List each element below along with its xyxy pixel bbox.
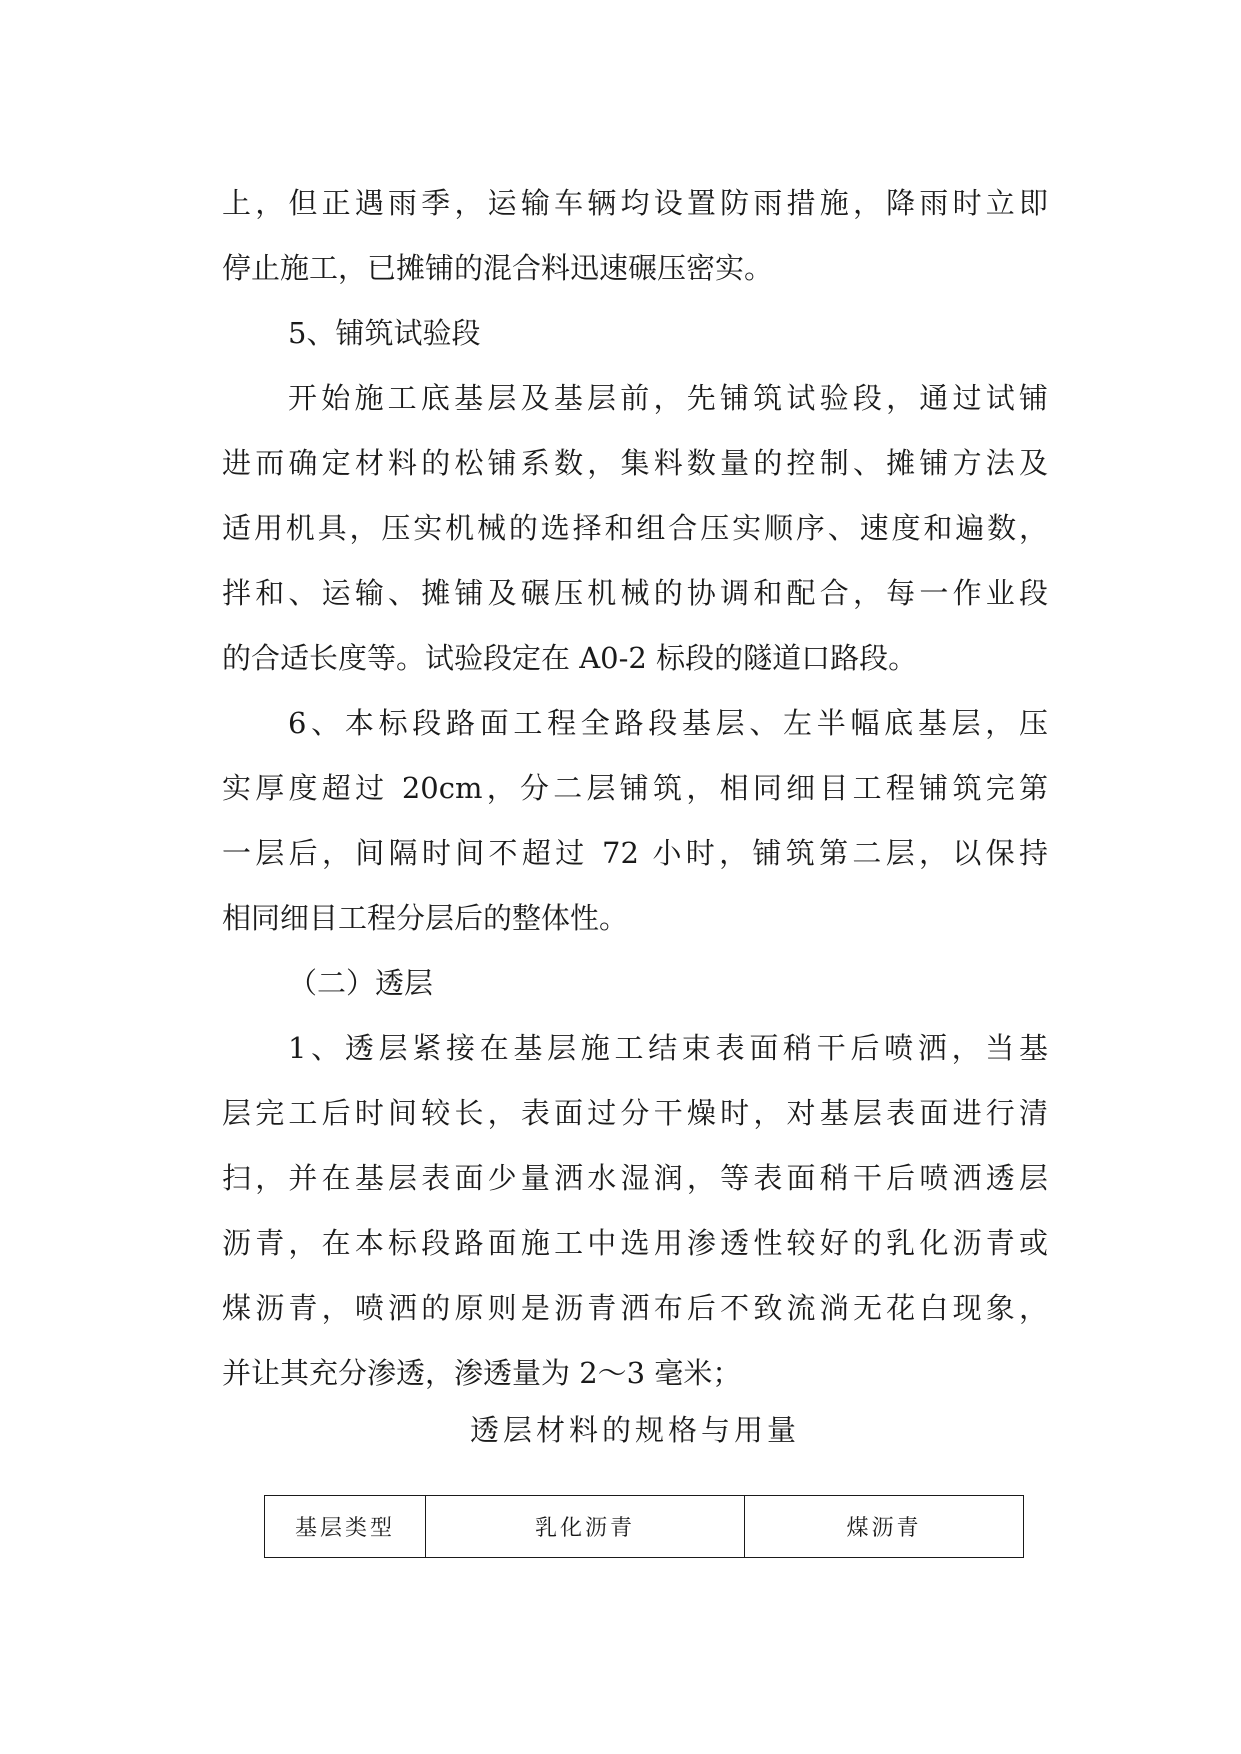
paragraph-line: 1、透层紧接在基层施工结束表面稍干后喷洒，当基 — [288, 1031, 1048, 1065]
spec-table — [264, 1495, 1024, 1558]
paragraph-line: 适用机具，压实机械的选择和组合压实顺序、速度和遍数， — [222, 511, 1048, 545]
paragraph-line: 实厚度超过 20cm，分二层铺筑，相同细目工程铺筑完第 — [222, 771, 1048, 805]
paragraph-line: 6、本标段路面工程全路段基层、左半幅底基层，压 — [288, 706, 1048, 740]
paragraph-line: 开始施工底基层及基层前，先铺筑试验段，通过试铺 — [288, 381, 1048, 415]
paragraph-line: 扫，并在基层表面少量洒水湿润，等表面稍干后喷洒透层 — [222, 1161, 1048, 1195]
section-heading: 5、铺筑试验段 — [288, 316, 481, 350]
paragraph-line: 并让其充分渗透，渗透量为 2～3 毫米； — [222, 1356, 742, 1390]
paragraph-line: 沥青，在本标段路面施工中选用渗透性较好的乳化沥青或 — [222, 1226, 1048, 1260]
section-heading: （二）透层 — [288, 966, 434, 1000]
paragraph-line: 进而确定材料的松铺系数，集料数量的控制、摊铺方法及 — [222, 446, 1048, 480]
paragraph-line: 相同细目工程分层后的整体性。 — [222, 901, 629, 935]
paragraph-line: 煤沥青，喷洒的原则是沥青洒布后不致流淌无花白现象， — [222, 1291, 1048, 1325]
paragraph-line: 停止施工，已摊铺的混合料迅速碾压密实。 — [222, 251, 774, 285]
table-header-cell: 煤沥青 — [745, 1496, 1024, 1558]
table-header-cell: 基层类型 — [265, 1496, 426, 1558]
table-header-row — [265, 1496, 1024, 1558]
paragraph-line: 的合适长度等。试验段定在 A0-2 标段的隧道口路段。 — [222, 641, 918, 675]
paragraph-line: 拌和、运输、摊铺及碾压机械的协调和配合，每一作业段 — [222, 576, 1048, 610]
table-caption: 透层材料的规格与用量 — [469, 1413, 800, 1447]
paragraph-line: 层完工后时间较长，表面过分干燥时，对基层表面进行清 — [222, 1096, 1048, 1130]
paragraph-line: 一层后，间隔时间不超过 72 小时，铺筑第二层，以保持 — [222, 836, 1048, 870]
table-header-cell: 乳化沥青 — [426, 1496, 745, 1558]
paragraph-line: 上，但正遇雨季，运输车辆均设置防雨措施，降雨时立即 — [222, 186, 1048, 220]
